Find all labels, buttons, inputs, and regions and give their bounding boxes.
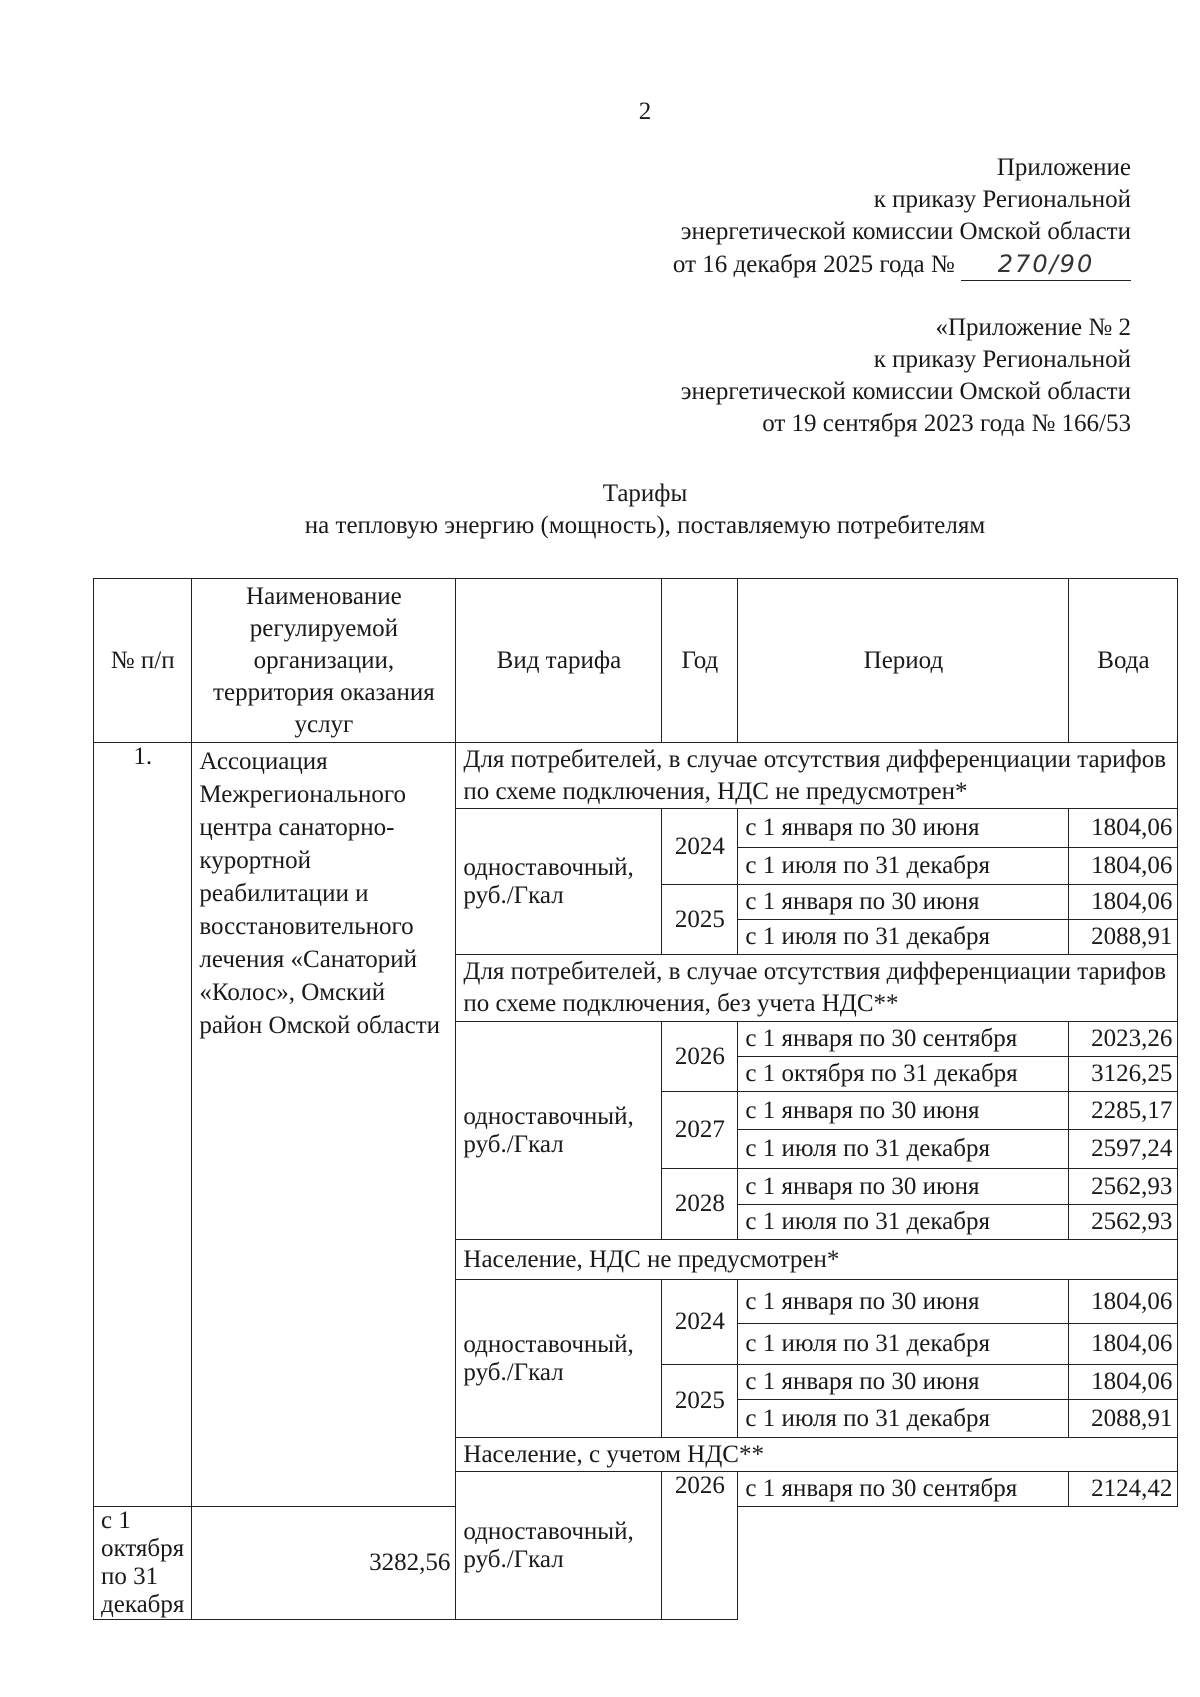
appendix-current — [673, 152, 1131, 281]
table-header-row — [94, 579, 1178, 743]
tariff-table — [93, 578, 1178, 1620]
water-value: 1804,06 — [1069, 1324, 1178, 1365]
appendix-prior-line: энергетической комиссии Омской области — [680, 378, 1131, 405]
header-kind: Вид тарифа — [456, 579, 662, 743]
water-value: 1804,06 — [1069, 1365, 1178, 1400]
appendix-current-date-prefix: от 16 декабря 2025 года № — [672, 251, 955, 278]
water-value: 2124,42 — [1069, 1472, 1178, 1507]
document-title-line2: на тепловую энергию (мощность), поставляемую потребителям — [304, 512, 986, 539]
water-value: 2088,91 — [1069, 1400, 1178, 1438]
period-cell: с 1 июля по 31 декабря — [738, 848, 1069, 885]
handwritten-order-number: 270/90 — [961, 248, 1131, 281]
period-cell: с 1 января по 30 июня — [738, 809, 1069, 848]
tariff-type: одноставочный, руб./Гкал — [456, 1472, 662, 1620]
water-value: 2597,24 — [1069, 1130, 1178, 1169]
water-value: 2023,26 — [1069, 1022, 1178, 1057]
period-cell: с 1 июля по 31 декабря — [738, 920, 1069, 955]
period-cell: с 1 июля по 31 декабря — [738, 1205, 1069, 1240]
water-value: 2285,17 — [1069, 1092, 1178, 1130]
water-value: 1804,06 — [1069, 885, 1178, 920]
appendix-prior-line: «Приложение № 2 — [935, 314, 1131, 341]
appendix-current-line: Приложение — [996, 154, 1131, 181]
appendix-prior-line: к приказу Региональной — [873, 346, 1131, 373]
period-cell: с 1 июля по 31 декабря — [738, 1400, 1069, 1438]
appendix-current-line: энергетической комиссии Омской области — [680, 218, 1131, 245]
table-row — [94, 743, 1178, 809]
water-value: 1804,06 — [1069, 1280, 1178, 1324]
appendix-prior-line: от 19 сентября 2023 года № 166/53 — [762, 410, 1131, 437]
header-num: № п/п — [94, 579, 192, 743]
water-value: 1804,06 — [1069, 848, 1178, 885]
water-value: 2562,93 — [1069, 1169, 1178, 1205]
section-title: Население, с учетом НДС** — [456, 1438, 1178, 1472]
header-water: Вода — [1069, 579, 1178, 743]
tariff-type: одноставочный, руб./Гкал — [456, 1280, 662, 1438]
period-cell: с 1 октября по 31 декабря — [94, 1507, 192, 1620]
period-cell: с 1 июля по 31 декабря — [738, 1324, 1069, 1365]
period-cell: с 1 октября по 31 декабря — [738, 1057, 1069, 1092]
year-cell: 2026 — [662, 1472, 738, 1620]
header-period: Период — [738, 579, 1069, 743]
appendix-current-date — [673, 248, 1131, 281]
water-value: 2088,91 — [1069, 920, 1178, 955]
period-cell: с 1 января по 30 июня — [738, 1280, 1069, 1324]
period-cell: с 1 января по 30 сентября — [738, 1472, 1069, 1507]
year-cell: 2028 — [662, 1169, 738, 1240]
period-cell: с 1 января по 30 сентября — [738, 1022, 1069, 1057]
appendix-prior — [681, 312, 1131, 440]
period-cell: с 1 января по 30 июня — [738, 1365, 1069, 1400]
tariff-type: одноставочный, руб./Гкал — [456, 809, 662, 955]
section-title: Для потребителей, в случае отсутствия дифференциации тарифов по схеме подключения, без учета НДС** — [456, 955, 1178, 1022]
section-title: Для потребителей, в случае отсутствия дифференциации тарифов по схеме подключения, НДС не предусмотрен* — [456, 743, 1178, 809]
period-cell: с 1 января по 30 июня — [738, 1169, 1069, 1205]
year-cell: 2027 — [662, 1092, 738, 1169]
year-cell: 2025 — [662, 1365, 738, 1438]
year-cell: 2024 — [662, 1280, 738, 1365]
header-org: Наименование регулируемой организации, территория оказания услуг — [192, 579, 456, 743]
period-cell: с 1 января по 30 июня — [738, 1092, 1069, 1130]
water-value: 3282,56 — [192, 1507, 456, 1620]
period-cell: с 1 января по 30 июня — [738, 885, 1069, 920]
header-year: Год — [662, 579, 738, 743]
year-cell: 2024 — [662, 809, 738, 885]
water-value: 2562,93 — [1069, 1205, 1178, 1240]
document-title-line1: Тарифы — [602, 480, 688, 507]
water-value: 1804,06 — [1069, 809, 1178, 848]
year-cell: 2025 — [662, 885, 738, 955]
page-number: 2 — [638, 98, 652, 125]
appendix-current-line: к приказу Региональной — [873, 186, 1131, 213]
period-cell: с 1 июля по 31 декабря — [738, 1130, 1069, 1169]
year-cell: 2026 — [662, 1022, 738, 1092]
row-number: 1. — [94, 743, 192, 1507]
document-title — [0, 478, 1200, 542]
tariff-type: одноставочный, руб./Гкал — [456, 1022, 662, 1240]
water-value: 3126,25 — [1069, 1057, 1178, 1092]
section-title: Население, НДС не предусмотрен* — [456, 1240, 1178, 1280]
organization-name: Ассоциация Межрегионального центра санаторно-курортной реабилитации и восстановительного лечения «Санаторий «Колос», Омский район Омской области — [192, 743, 456, 1507]
